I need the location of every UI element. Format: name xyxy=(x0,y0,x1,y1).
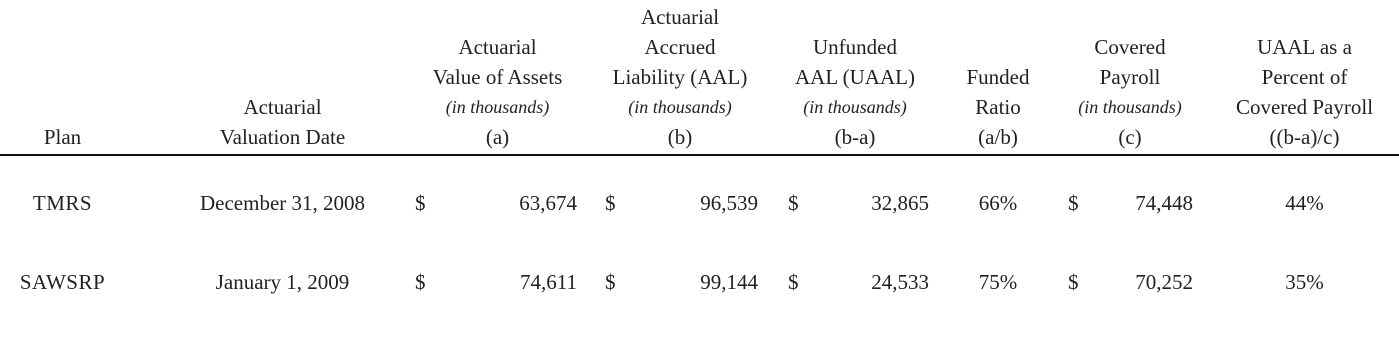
row-1-aal: 96,539 xyxy=(700,191,758,215)
header-uaal-pct-line-2: Percent of xyxy=(1261,65,1348,89)
header-valuation-date-line-1: Actuarial xyxy=(243,95,322,119)
row-1-aal-currency: $ xyxy=(605,191,616,215)
header-aal-line-1: Actuarial xyxy=(640,5,720,29)
header-uaal-line-1: Unfunded xyxy=(813,35,897,59)
header-funded-ratio-line-2: Ratio xyxy=(975,95,1021,119)
row-1-assets: 63,674 xyxy=(519,191,577,215)
row-2-funded-ratio: 75% xyxy=(978,270,1018,294)
header-payroll xyxy=(1055,0,1205,152)
row-2-aal-currency: $ xyxy=(605,270,616,294)
row-2-assets-currency: $ xyxy=(415,270,426,294)
header-payroll-line-2: Payroll xyxy=(1099,65,1161,89)
header-uaal-pct xyxy=(1210,0,1399,152)
header-payroll-line-1: Covered xyxy=(1094,35,1166,59)
header-aal-line-3: Liability (AAL) xyxy=(612,65,748,89)
row-2-uaal: 24,533 xyxy=(871,270,929,294)
row-2-payroll: 70,252 xyxy=(1135,270,1193,294)
header-aal xyxy=(595,0,765,152)
row-1-payroll-currency: $ xyxy=(1068,191,1079,215)
header-funded-ratio-line-1: Funded xyxy=(966,65,1030,89)
header-assets-line-2: Value of Assets xyxy=(432,65,563,89)
row-1-assets-currency: $ xyxy=(415,191,426,215)
row-1-payroll: 74,448 xyxy=(1135,191,1193,215)
header-uaal-pct-line-1: UAAL as a xyxy=(1257,35,1352,59)
row-2-uaal-currency: $ xyxy=(788,270,799,294)
header-assets-code: (a) xyxy=(485,125,510,149)
header-uaal-unit: (in thousands) xyxy=(803,97,907,117)
header-aal-unit: (in thousands) xyxy=(628,97,732,117)
row-2-uaal-pct: 35% xyxy=(1285,270,1324,294)
row-1-plan: TMRS xyxy=(32,191,93,215)
row-1-funded-ratio: 66% xyxy=(978,191,1018,215)
row-1-uaal-currency: $ xyxy=(788,191,799,215)
row-1-uaal-pct: 44% xyxy=(1285,191,1324,215)
header-plan xyxy=(0,0,125,152)
header-uaal-line-2: AAL (UAAL) xyxy=(795,65,915,89)
header-plan-line-1: Plan xyxy=(43,125,82,149)
header-valuation-date xyxy=(150,0,415,152)
header-uaal-pct-line-3: Covered Payroll xyxy=(1235,95,1374,119)
row-2-date: January 1, 2009 xyxy=(215,270,350,294)
header-assets-unit: (in thousands) xyxy=(445,97,550,117)
header-aal-code: (b) xyxy=(667,125,693,149)
row-2-aal: 99,144 xyxy=(700,270,758,294)
header-payroll-unit: (in thousands) xyxy=(1078,97,1182,117)
row-2-payroll-currency: $ xyxy=(1068,270,1079,294)
row-2-assets: 74,611 xyxy=(520,270,577,294)
header-aal-line-2: Accrued xyxy=(644,35,716,59)
header-assets-line-1: Actuarial xyxy=(458,35,537,59)
header-payroll-code: (c) xyxy=(1118,125,1142,149)
header-assets xyxy=(405,0,590,152)
row-2-plan: SAWSRP xyxy=(19,270,106,294)
header-funded-ratio-code: (a/b) xyxy=(978,125,1018,149)
row-1-uaal: 32,865 xyxy=(871,191,929,215)
header-uaal-code: (b-a) xyxy=(834,125,876,149)
header-uaal xyxy=(770,0,940,152)
row-1-date: December 31, 2008 xyxy=(199,191,366,215)
header-funded-ratio xyxy=(948,0,1048,152)
header-rule xyxy=(0,154,1399,156)
header-valuation-date-line-2: Valuation Date xyxy=(219,125,346,149)
header-uaal-pct-code: ((b-a)/c) xyxy=(1269,125,1340,149)
